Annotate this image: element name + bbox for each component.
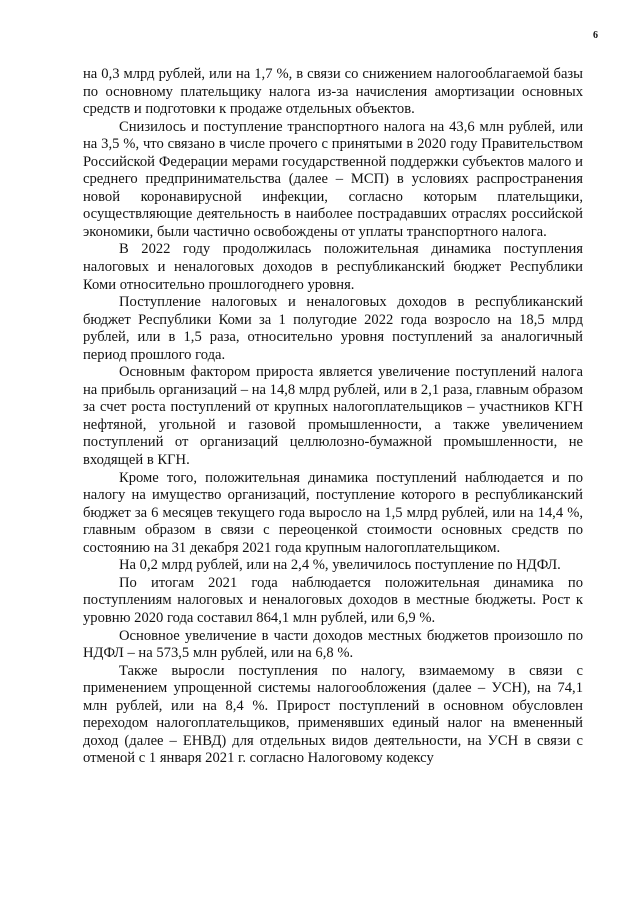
paragraph: Также выросли поступления по налогу, взимаемому в связи с применением упрощенной системы налогообложения (далее – УСН), на 74,1 млн рублей, или на 8,4 %. Прирост поступлений в основном обусловлен переходом налогоплательщиков, применявших единый налог на вмененный доход (далее – ЕНВД) для отдельных видов деятельности, на УСН в связи с отменой с 1 января 2021 г. согласно Налоговому кодексу: [83, 662, 583, 767]
paragraph: Снизилось и поступление транспортного налога на 43,6 млн рублей, или на 3,5 %, что связано в числе прочего с принятыми в 2020 году Правительством Российской Федерации мерами государственной поддержки субъектов малого и среднего предпринимательства (далее – МСП) в условиях распространения новой коронавирусной инфекции, согласно которым плательщики, осуществляющие деятельность в наиболее пострадавших отраслях российской экономики, были частично освобождены от уплаты транспортного налога.: [83, 118, 583, 240]
paragraph: Поступление налоговых и неналоговых доходов в республиканский бюджет Республики Коми за 1 полугодие 2022 года возросло на 18,5 млрд рублей, или в 1,5 раза, относительно уровня поступлений за аналогичный период прошлого года.: [83, 294, 583, 363]
page-number: 6: [593, 30, 598, 41]
paragraph: По итогам 2021 года наблюдается положительная динамика по поступлениям налоговых и неналоговых доходов в местные бюджеты. Рост к уровню 2020 года составил 864,1 млн рублей, или 6,9 %.: [83, 574, 583, 626]
paragraph: на 0,3 млрд рублей, или на 1,7 %, в связи со снижением налогооблагаемой базы по основному плательщику налога из-за начисления амортизации основных средств и подготовки к продаже отдельных объектов.: [83, 66, 583, 118]
paragraph: Основным фактором прироста является увеличение поступлений налога на прибыль организаций – на 14,8 млрд рублей, или в 2,1 раза, главным образом за счет роста поступлений от крупных налогоплательщиков – участников КГН нефтяной, угольной и газовой промышленности, а также увеличением поступлений от организаций целлюлозно-бумажной промышленности, не входящей в КГН.: [83, 364, 583, 469]
paragraph: На 0,2 млрд рублей, или на 2,4 %, увеличилось поступление по НДФЛ.: [119, 557, 561, 574]
document-body: [83, 66, 583, 768]
paragraph: В 2022 году продолжилась положительная динамика поступления налоговых и неналоговых доходов в республиканский бюджет Республики Коми относительно прошлогоднего уровня.: [83, 241, 583, 293]
paragraph: Кроме того, положительная динамика поступлений наблюдается и по налогу на имущество организаций, поступление которого в республиканский бюджет за 6 месяцев текущего года выросло на 1,5 млрд рублей, или на 14,4 %, главным образом в связи с переоценкой стоимости основных средств по состоянию на 31 декабря 2021 года крупным налогоплательщиком.: [83, 469, 583, 556]
paragraph: Основное увеличение в части доходов местных бюджетов произошло по НДФЛ – на 573,5 млн рублей, или на 6,8 %.: [83, 627, 583, 662]
